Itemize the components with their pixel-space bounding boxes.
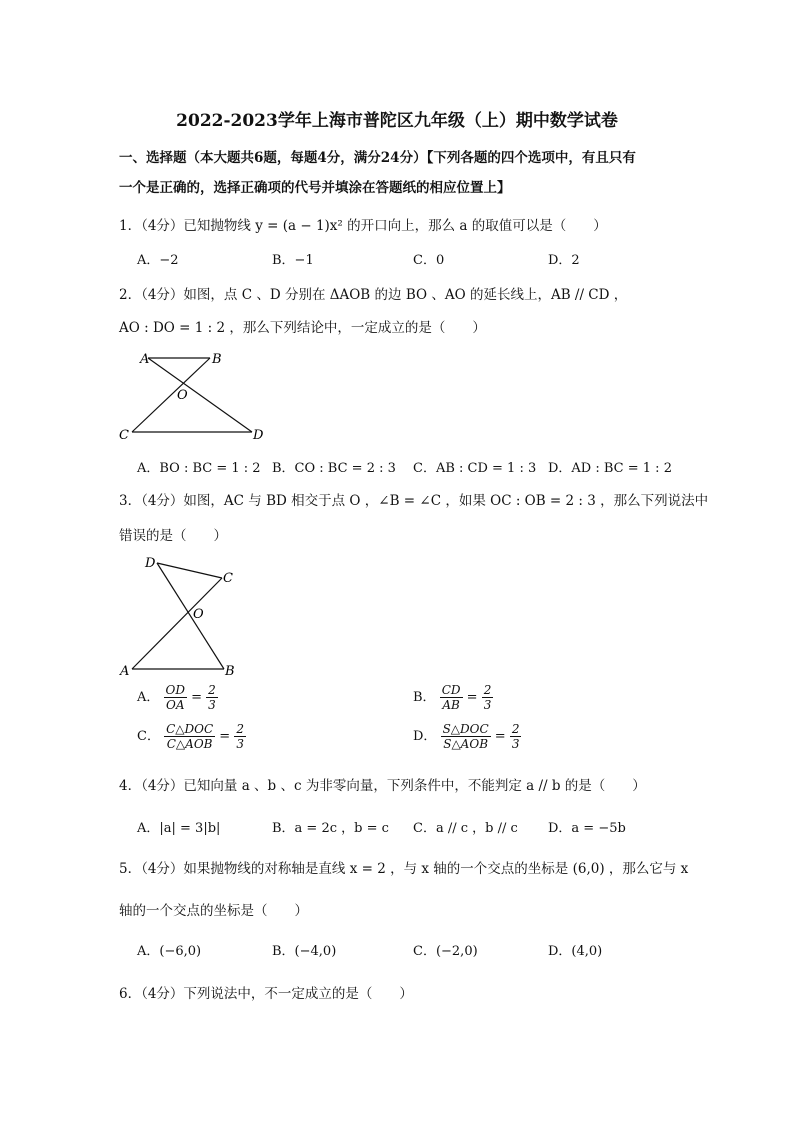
fraction-denominator: C△AOB (166, 737, 213, 751)
q3-option-d: D． $\frac{\text{S△DOC}}{\text{S△AOB}}$ = $\frac{2}{3}$ (413, 722, 520, 751)
label-o: O (177, 388, 188, 403)
question-2-stem: 2．（4分）如图，点 C 、D 分别在 ΔAOB 的边 BO 、AO 的延长线上，AB // CD ， (119, 287, 628, 303)
q5-option-c: C．(−2,0) (413, 944, 478, 959)
fraction-denominator: 3 (511, 737, 520, 751)
label-a: A (120, 664, 130, 679)
q5-option-d: D．(4,0) (548, 944, 603, 959)
q3-option-c-letter: C． (137, 729, 160, 744)
q1-option-a: A．−2 (137, 253, 179, 268)
question-4-stem: 4．（4分）已知向量 a 、b 、c 为非零向量，下列条件中，不能判定 a // b 的是（ ） (119, 778, 646, 794)
label-b: B (225, 664, 235, 679)
q5-option-a: A．(−6,0) (137, 944, 202, 959)
q1-option-c: C．0 (413, 253, 445, 268)
label-b: B (212, 352, 222, 367)
fraction-denominator: AB (442, 698, 460, 712)
fraction-numerator: CD (441, 683, 461, 697)
fraction-numerator: OD (165, 683, 185, 697)
label-c: C (223, 571, 233, 586)
q2-figure (112, 345, 272, 445)
section-heading-line1: 一、选择题（本大题共6题，每题4分，满分24分）【下列各题的四个选项中，有且只有 (119, 150, 636, 166)
section-heading-line2: 一个是正确的，选择正确项的代号并填涂在答题纸的相应位置上】 (119, 180, 511, 196)
q1-option-d: D．2 (548, 253, 580, 268)
question-3-stem-2: 错误的是（ ） (119, 528, 227, 544)
q3-option-b-rhs (482, 683, 494, 712)
q3-option-c-lhs (164, 722, 215, 751)
fraction-denominator: 3 (483, 698, 492, 712)
q3-option-c: C． $\frac{\text{C△DOC}}{\text{C△AOB}}$ = $\frac{2}{3}$ (137, 722, 244, 751)
q3-option-d-rhs (510, 722, 522, 751)
fraction-numerator: 2 (483, 683, 492, 697)
question-6-stem: 6．（4分）下列说法中，不一定成立的是（ ） (119, 986, 413, 1002)
fraction-denominator: 3 (208, 698, 216, 712)
q3-figure (112, 552, 252, 680)
fraction-numerator: S△DOC (442, 722, 489, 736)
q2-option-a: A．BO : BC = 1 : 2 (137, 461, 261, 476)
q2-option-c: C．AB : CD = 1 : 3 (413, 461, 537, 476)
q3-option-c-rhs (234, 722, 246, 751)
q4-option-c: C．a // c ，b // c (413, 821, 518, 836)
question-1-stem: 1．（4分）已知抛物线 y = (a − 1)x² 的开口向上，那么 a 的取值可以是（ ） (119, 218, 607, 234)
q4-option-a: A．|a| = 3|b| (137, 821, 221, 836)
page-title: 2022-2023学年上海市普陀区九年级（上）期中数学试卷 (176, 111, 618, 131)
fraction-numerator: C△DOC (166, 722, 214, 736)
fraction-numerator: 2 (236, 722, 244, 736)
question-5-stem-2: 轴的一个交点的坐标是（ ） (119, 903, 308, 919)
segment-bc (132, 358, 210, 432)
label-c: C (119, 428, 129, 443)
q5-option-b: B．(−4,0) (272, 944, 337, 959)
fraction-numerator: 2 (208, 683, 216, 697)
segment-db (157, 563, 224, 669)
segment-ad (148, 358, 252, 432)
segment-ca (132, 578, 222, 669)
fraction-denominator: S△AOB (443, 737, 489, 751)
q3-option-d-letter: D． (413, 729, 437, 744)
question-3-stem: 3．（4分）如图，AC 与 BD 相交于点 O ，∠B = ∠C ，如果 OC : OB = 2 : 3 ，那么下列说法中 (119, 493, 709, 509)
fraction-numerator: 2 (511, 722, 520, 736)
label-a: A (140, 352, 150, 367)
q4-option-d: D．a = −5b (548, 821, 626, 836)
label-d: D (145, 556, 156, 571)
q3-option-b: B． $\frac{CD}{AB}$ = $\frac{2}{3}$ (413, 683, 492, 712)
question-5-stem: 5．（4分）如果抛物线的对称轴是直线 x = 2 ，与 x 轴的一个交点的坐标是 (6,0) ，那么它与 x (119, 861, 689, 877)
q1-option-b: B．−1 (272, 253, 314, 268)
label-d: D (253, 428, 264, 443)
label-o: O (193, 607, 204, 622)
fraction-denominator: OA (166, 698, 185, 712)
q2-option-b: B．CO : BC = 2 : 3 (272, 461, 396, 476)
segment-dc (157, 563, 222, 578)
q3-option-d-lhs (441, 722, 491, 751)
q3-option-a-lhs (164, 683, 187, 712)
question-2-stem-2: AO : DO = 1 : 2 ，那么下列结论中，一定成立的是（ ） (119, 320, 486, 336)
q2-option-d: D．AD : BC = 1 : 2 (548, 461, 672, 476)
q3-option-a-rhs (206, 683, 218, 712)
q3-option-a-letter: A． (137, 690, 160, 705)
q3-option-b-lhs (440, 683, 463, 712)
q3-option-b-letter: B． (413, 690, 436, 705)
q4-option-b: B．a = 2c ，b = c (272, 821, 389, 836)
fraction-denominator: 3 (236, 737, 244, 751)
q3-option-a: A． $\frac{OD}{OA}$ = $\frac{2}{3}$ (137, 683, 216, 712)
